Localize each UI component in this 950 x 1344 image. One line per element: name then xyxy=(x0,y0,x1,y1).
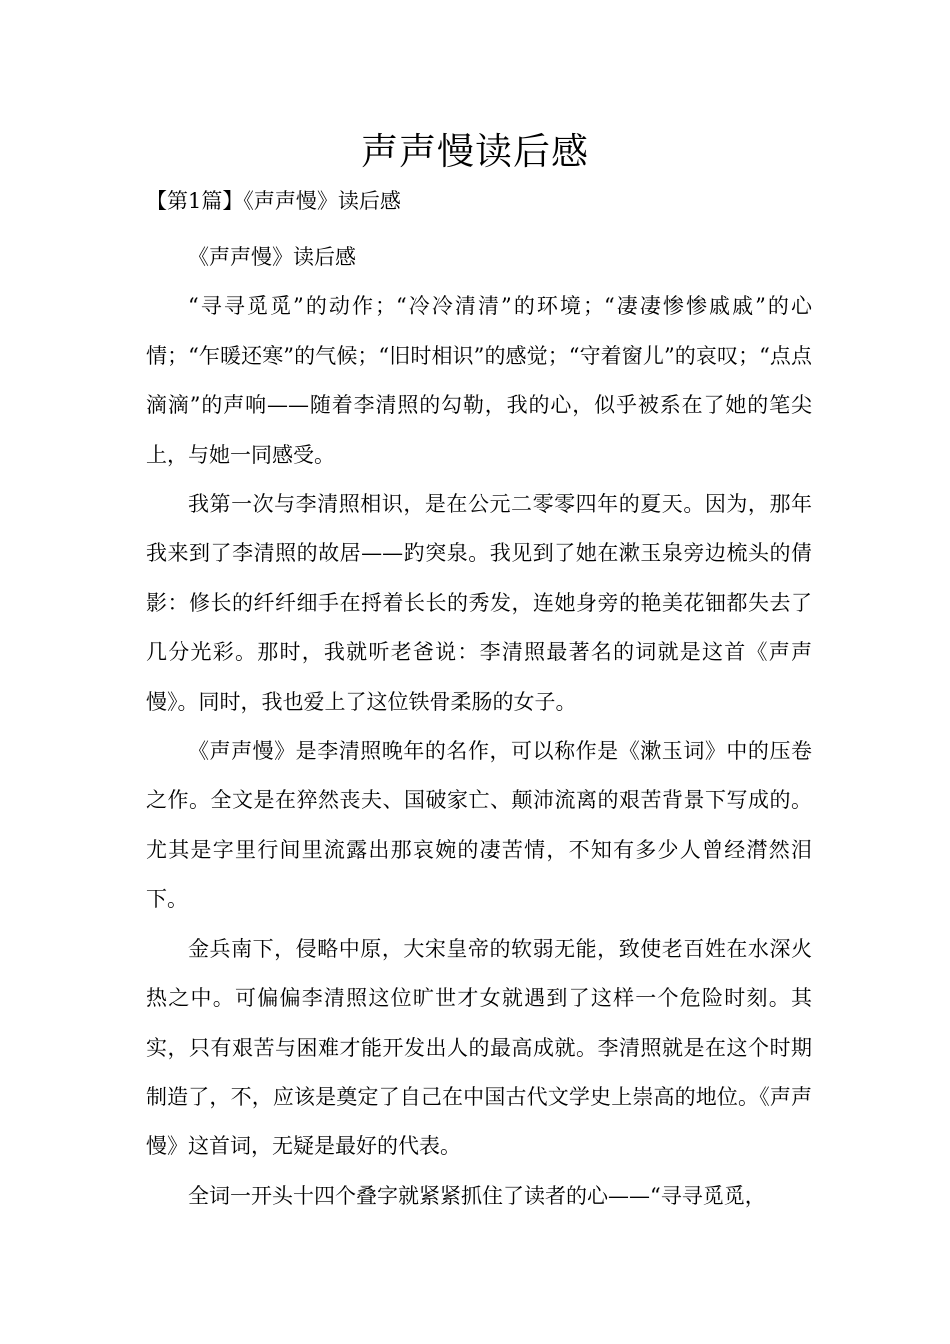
document-body xyxy=(146,233,812,1221)
section-heading: 【第1篇】《声声慢》读后感 xyxy=(146,189,401,213)
paragraph-subtitle: 《声声慢》读后感 xyxy=(188,245,356,269)
document-title: 声声慢读后感 xyxy=(361,130,589,173)
paragraph: 我第一次与李清照相识，是在公元二零零四年的夏天。因为，那年我来到了李清照的故居——趵突泉。我见到了她在漱玉泉旁边梳头的倩影：修长的纤纤细手在捋着长长的秀发，连她身旁的艳美花钿都失去了几分光彩。那时，我就听老爸说：李清照最著名的词就是这首《声声慢》。同时，我也爱上了这位铁骨柔肠的女子。 xyxy=(146,492,812,714)
paragraph: 《声声慢》是李清照晚年的名作，可以称作是《漱玉词》中的压卷之作。全文是在猝然丧夫、国破家亡、颠沛流离的艰苦背景下写成的。尤其是字里行间里流露出那哀婉的凄苦情，不知有多少人曾经潸然泪下。 xyxy=(146,739,812,912)
paragraph: 金兵南下，侵略中原，大宋皇帝的软弱无能，致使老百姓在水深火热之中。可偏偏李清照这位旷世才女就遇到了这样一个危险时刻。其实，只有艰苦与困难才能开发出人的最高成就。李清照就是在这个时期制造了，不，应该是奠定了自己在中国古代文学史上崇高的地位。《声声慢》这首词，无疑是最好的代表。 xyxy=(146,936,812,1159)
paragraph: 全词一开头十四个叠字就紧紧抓住了读者的心——“寻寻觅觅， xyxy=(188,1183,766,1208)
paragraph: “寻寻觅觅”的动作；“冷冷清清”的环境；“凄凄惨惨戚戚”的心情；“乍暖还寒”的气候；“旧时相识”的感觉；“守着窗儿”的哀叹；“点点滴滴”的声响——随着李清照的勾勒，我的心，似乎被系在了她的笔尖上，与她一同感受。 xyxy=(146,294,812,467)
